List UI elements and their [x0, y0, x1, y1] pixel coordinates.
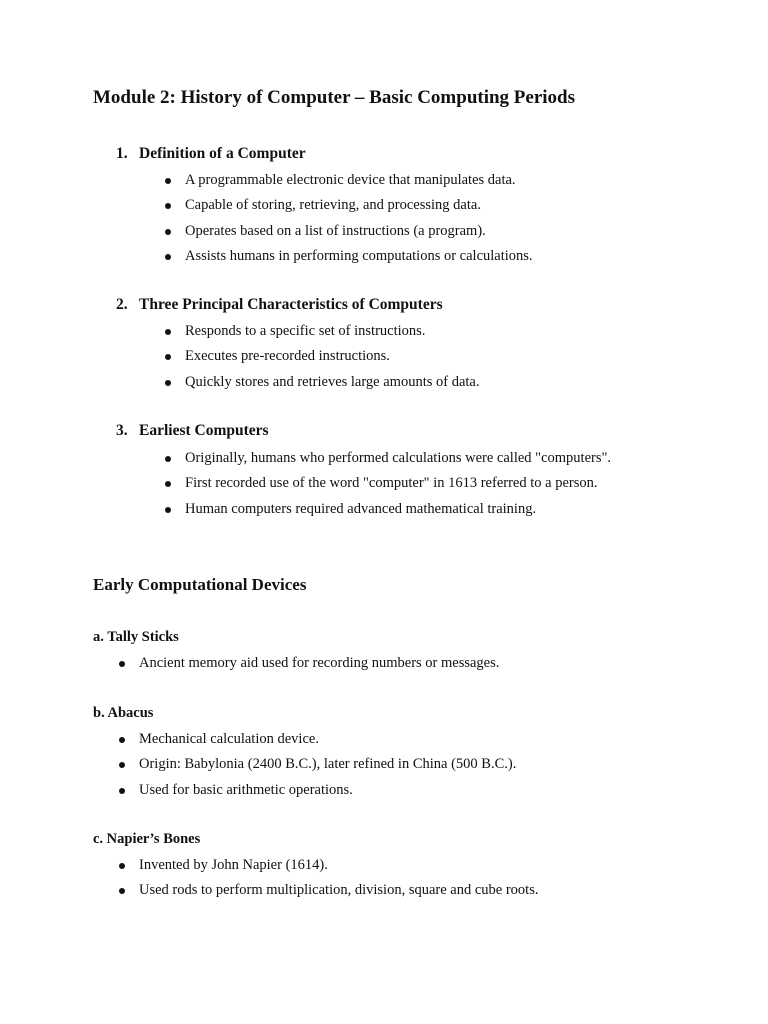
list-item-text: Origin: Babylonia (2400 B.C.), later refined in China (500 B.C.). [139, 756, 517, 773]
page-title: Module 2: History of Computer – Basic Computing Periods [93, 87, 576, 108]
bullet-icon [165, 254, 171, 260]
list-item [185, 474, 611, 499]
section-heading-definition [116, 145, 306, 163]
bullet-icon [165, 178, 171, 184]
device-heading-napiers-bones: c. Napier’s Bones [93, 831, 201, 847]
list-item-text: Mechanical calculation device. [139, 731, 319, 747]
list-item-text: Used rods to perform multiplication, division, square and cube roots. [139, 882, 539, 899]
list-item [185, 196, 533, 221]
section-heading-text: Three Principal Characteristics of Computers [139, 296, 443, 313]
list-item [185, 171, 533, 196]
bullet-icon [165, 203, 171, 209]
list-item-text: Operates based on a list of instructions (a program). [185, 222, 486, 239]
bullet-icon [165, 456, 171, 462]
section-number: 2. [116, 296, 128, 313]
list-item-text: Originally, humans who performed calculations were called "computers". [185, 450, 612, 466]
list-item-text: Capable of storing, retrieving, and processing data. [185, 197, 481, 214]
bullet-icon [165, 329, 171, 335]
bullet-list-characteristics [185, 322, 479, 398]
list-item-text: First recorded use of the word "computer" in 1613 referred to a person. [185, 475, 598, 492]
section-number: 3. [116, 422, 128, 439]
list-item [185, 373, 479, 398]
list-item [139, 781, 516, 806]
list-item-text: A programmable electronic device that manipulates data. [185, 172, 516, 188]
list-item [139, 755, 516, 780]
section-heading-characteristics [116, 296, 443, 314]
list-item [139, 730, 516, 755]
bullet-list-definition [185, 171, 533, 272]
bullet-icon [119, 762, 125, 768]
bullet-icon [165, 481, 171, 487]
list-item [185, 500, 611, 525]
list-item-text: Human computers required advanced mathematical training. [185, 500, 537, 517]
bullet-list-napiers-bones [139, 856, 538, 907]
list-item-text: Used for basic arithmetic operations. [139, 781, 353, 798]
bullet-list-tally-sticks [139, 654, 499, 679]
section-heading-text: Earliest Computers [139, 422, 269, 439]
section-heading-text: Definition of a Computer [139, 145, 306, 162]
bullet-icon [119, 788, 125, 794]
list-item-text: Executes pre-recorded instructions. [185, 348, 390, 365]
list-item-text: Responds to a specific set of instructions. [185, 323, 426, 339]
list-item [185, 347, 479, 372]
bullet-icon [165, 507, 171, 513]
bullet-icon [165, 229, 171, 235]
bullet-icon [165, 354, 171, 360]
list-item [185, 449, 611, 474]
bullet-icon [119, 863, 125, 869]
list-item [139, 881, 538, 906]
section-number: 1. [116, 145, 128, 162]
section-heading-earliest [116, 422, 269, 440]
section-title-early-devices: Early Computational Devices [93, 575, 307, 594]
bullet-icon [119, 737, 125, 743]
list-item [139, 654, 499, 679]
device-heading-tally-sticks: a. Tally Sticks [93, 629, 179, 645]
list-item-text: Invented by John Napier (1614). [139, 857, 328, 873]
bullet-icon [119, 661, 125, 667]
bullet-list-abacus [139, 730, 516, 806]
bullet-icon [165, 380, 171, 386]
list-item-text: Assists humans in performing computations or calculations. [185, 247, 533, 264]
device-heading-abacus: b. Abacus [93, 705, 154, 721]
list-item-text: Quickly stores and retrieves large amounts of data. [185, 373, 480, 390]
bullet-list-earliest [185, 449, 611, 525]
bullet-icon [119, 888, 125, 894]
list-item [185, 322, 479, 347]
list-item-text: Ancient memory aid used for recording numbers or messages. [139, 655, 500, 671]
list-item [185, 222, 533, 247]
list-item [139, 856, 538, 881]
list-item [185, 247, 533, 272]
